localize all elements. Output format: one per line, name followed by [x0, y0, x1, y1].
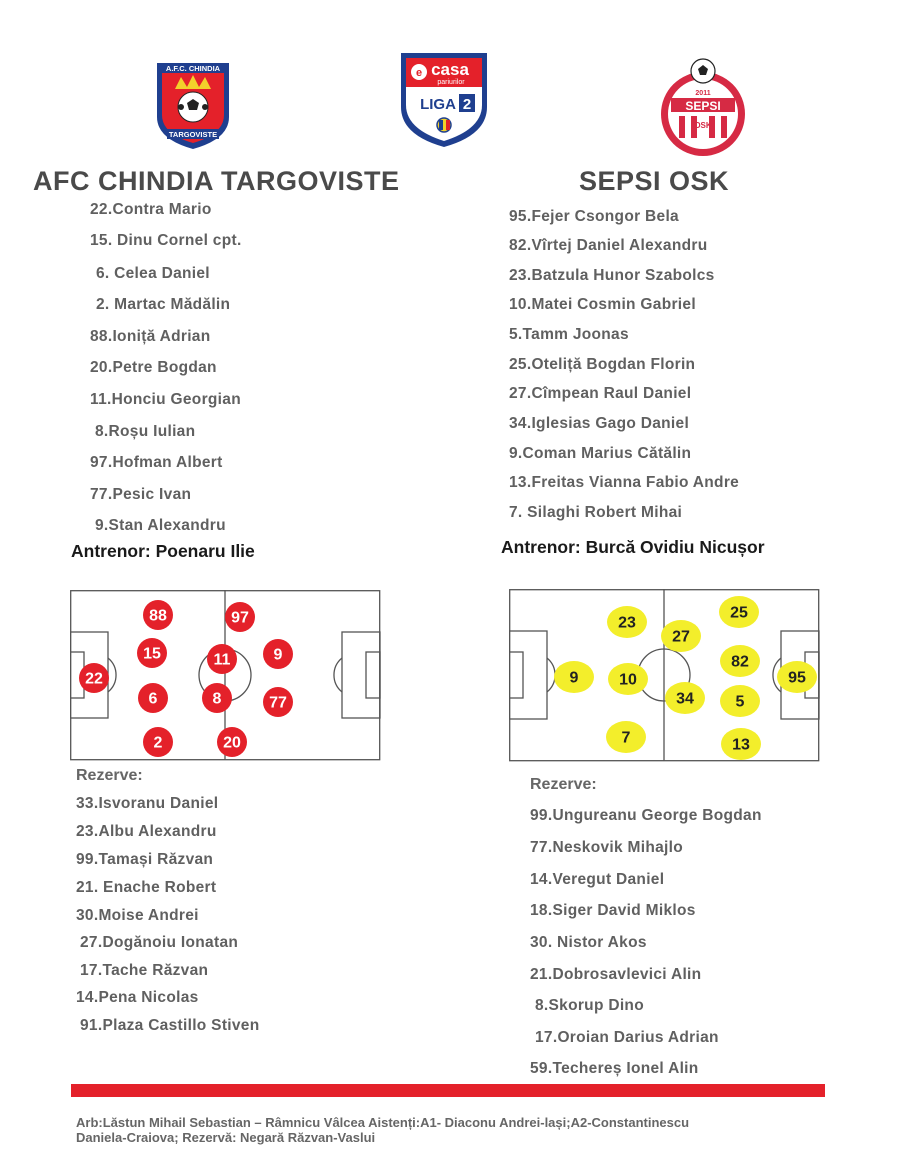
svg-text:e: e	[415, 67, 423, 79]
away-player-number: 82	[731, 653, 749, 671]
away-player-number: 9	[569, 669, 579, 687]
list-item: 9.Stan Alexandru	[95, 517, 226, 534]
list-item: 27.Cîmpean Raul Daniel	[509, 385, 692, 402]
list-item: 2. Martac Mădălin	[96, 296, 231, 313]
home-player-number: 20	[223, 734, 241, 752]
away-player-number: 23	[618, 614, 636, 632]
home-player-number: 22	[85, 670, 103, 688]
away-formation-pitch	[509, 589, 821, 768]
home-player-number: 6	[148, 690, 158, 708]
chindia-badge-bottom-text: TARGOVISTE	[168, 130, 218, 139]
home-pitch-svg	[70, 590, 382, 762]
divider-bar	[71, 1084, 825, 1097]
home-player-number: 15	[143, 645, 161, 663]
list-item: 8.Skorup Dino	[535, 997, 644, 1014]
list-item: 59.Techereș Ionel Alin	[530, 1060, 699, 1077]
home-player-number: 9	[273, 646, 283, 664]
home-team-name: AFC CHINDIA TARGOVISTE	[33, 166, 400, 196]
home-player-number: 2	[153, 734, 163, 752]
list-item: 34.Iglesias Gago Daniel	[509, 415, 690, 432]
list-item: 6. Celea Daniel	[96, 265, 210, 282]
away-player-number: 5	[735, 693, 745, 711]
home-coach: Antrenor: Poenaru Ilie	[71, 541, 255, 561]
list-item: 9.Coman Marius Cătălin	[509, 445, 692, 462]
away-team-name: SEPSI OSK	[579, 166, 730, 196]
list-item: 23.Albu Alexandru	[76, 823, 217, 840]
league-name-text: LIGA	[420, 96, 456, 113]
list-item: 99.Ungureanu George Bogdan	[530, 807, 762, 824]
list-item: 20.Petre Bogdan	[90, 359, 217, 376]
list-item: 5.Tamm Joonas	[509, 326, 629, 343]
list-item: 21.Dobrosavlevici Alin	[530, 966, 702, 983]
list-item: 97.Hofman Albert	[90, 454, 223, 471]
list-item: 91.Plaza Castillo Stiven	[80, 1017, 260, 1034]
away-pitch-svg	[509, 589, 821, 763]
list-item: 23.Batzula Hunor Szabolcs	[509, 267, 715, 284]
list-item: 8.Roșu Iulian	[95, 423, 196, 440]
away-player-number: 27	[672, 628, 690, 646]
away-player-number: 13	[732, 736, 750, 754]
away-player-number: 10	[619, 671, 637, 689]
sepsi-badge-year-text: 2011	[695, 90, 711, 97]
home-player-number: 77	[269, 694, 287, 712]
list-item: 7. Silaghi Robert Mihai	[509, 504, 683, 521]
list-item: 77.Pesic Ivan	[90, 486, 192, 503]
sponsor-name-text: casa	[431, 60, 469, 79]
home-formation-pitch	[70, 590, 382, 767]
officials-line-2: Daniela-Craiova; Rezervă: Negară Răzvan-Vaslui	[76, 1130, 376, 1145]
list-item: 22.Contra Mario	[90, 201, 212, 218]
list-item: 17.Oroian Darius Adrian	[535, 1029, 719, 1046]
sepsi-badge-logo	[653, 58, 753, 158]
list-item: 14.Pena Nicolas	[76, 989, 199, 1006]
list-item: 13.Freitas Vianna Fabio Andre	[509, 474, 740, 491]
home-reserves-title: Rezerve:	[76, 767, 143, 784]
list-item: 14.Veregut Daniel	[530, 871, 665, 888]
list-item: 30.Moise Andrei	[76, 907, 199, 924]
league-number-text: 2	[462, 96, 472, 113]
list-item: 25.Oteliță Bogdan Florin	[509, 356, 696, 373]
list-item: 18.Siger David Miklos	[530, 902, 696, 919]
list-item: 15. Dinu Cornel cpt.	[90, 232, 242, 249]
chindia-badge-logo	[153, 59, 233, 151]
casa-liga2-logo	[395, 47, 493, 149]
away-coach: Antrenor: Burcă Ovidiu Nicușor	[501, 537, 765, 557]
list-item: 33.Isvoranu Daniel	[76, 795, 219, 812]
away-reserves-title: Rezerve:	[530, 776, 597, 793]
sepsi-badge-osk-text: OSK	[694, 121, 712, 130]
list-item: 82.Vîrtej Daniel Alexandru	[509, 237, 708, 254]
list-item: 99.Tamași Răzvan	[76, 851, 214, 868]
away-player-number: 34	[676, 690, 694, 708]
list-item: 95.Fejer Csongor Bela	[509, 208, 679, 225]
list-item: 17.Tache Răzvan	[80, 962, 209, 979]
home-player-number: 11	[213, 651, 231, 669]
home-player-number: 97	[231, 609, 249, 627]
list-item: 27.Dogănoiu Ionatan	[80, 934, 239, 951]
officials-line-1: Arb:Lăstun Mihail Sebastian – Râmnicu Vâlcea Aistenți:A1- Diaconu Andrei-lași;A2-Constantinescu	[76, 1115, 690, 1130]
away-player-number: 7	[621, 729, 631, 747]
away-player-number: 25	[730, 604, 748, 622]
officials-text	[76, 1115, 816, 1145]
list-item: 11.Honciu Georgian	[90, 391, 241, 408]
away-player-number: 95	[788, 669, 806, 687]
sponsor-sub-text: pariurilor	[437, 79, 465, 86]
home-player-number: 8	[212, 690, 222, 708]
list-item: 21. Enache Robert	[76, 879, 217, 896]
chindia-badge-top-text: A.F.C. CHINDIA	[165, 64, 221, 73]
list-item: 77.Neskovik Mihajlo	[530, 839, 684, 856]
sepsi-badge-name-text: SEPSI	[685, 99, 721, 113]
list-item: 88.Ioniță Adrian	[90, 328, 211, 345]
home-player-number: 88	[149, 607, 167, 625]
list-item: 30. Nistor Akos	[530, 934, 647, 951]
list-item: 10.Matei Cosmin Gabriel	[509, 296, 696, 313]
